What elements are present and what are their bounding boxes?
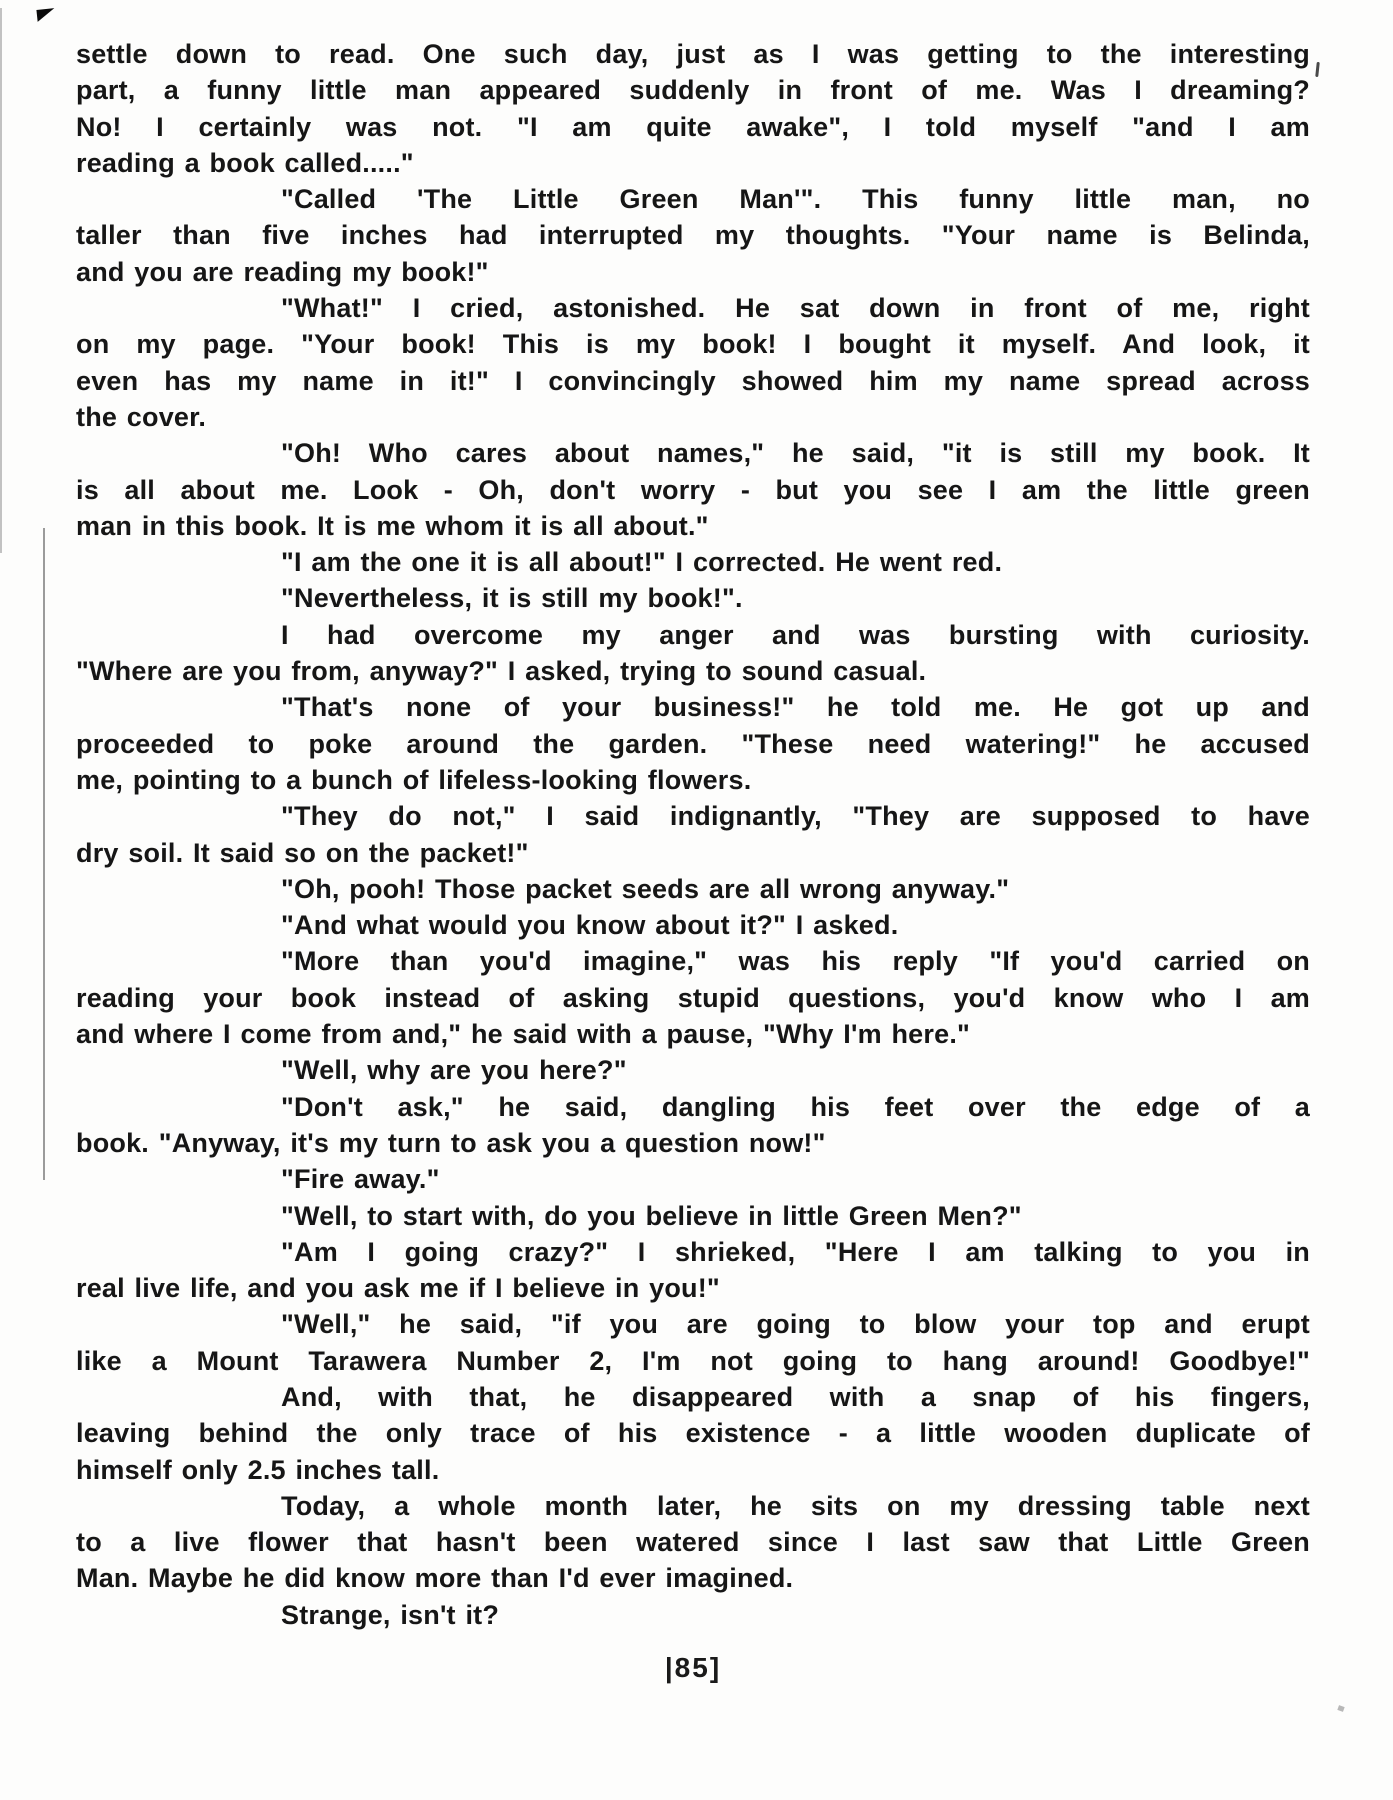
text-line: I had overcome my anger and was bursting with curiosity.: [281, 619, 1310, 650]
text-line: reading a book called.....": [76, 147, 414, 178]
text-line: "And what would you know about it?" I asked.: [281, 910, 899, 941]
paragraph: [76, 907, 1310, 943]
text-line: and you are reading my book!": [76, 256, 489, 287]
paragraph: [76, 36, 1310, 181]
text-line: dry soil. It said so on the packet!": [76, 837, 529, 868]
paragraph: [76, 181, 1310, 290]
text-line: "Fire away.": [281, 1164, 440, 1195]
paragraph: [76, 544, 1310, 580]
text-line: And, with that, he disappeared with a snap of his fingers,: [281, 1381, 1310, 1412]
text-line: himself only 2.5 inches tall.: [76, 1454, 440, 1485]
text-line: taller than five inches had interrupted my thoughts. "Your name is Belinda,: [76, 220, 1310, 251]
text-line: "More than you'd imagine," was his reply "If you'd carried on: [281, 946, 1310, 977]
text-line: "Am I going crazy?" I shrieked, "Here I am talking to you in: [281, 1236, 1310, 1267]
scan-noise-tick: [1315, 62, 1320, 77]
paragraph: [76, 580, 1310, 616]
paragraph: [76, 617, 1310, 690]
text-line: real live life, and you ask me if I believe in you!": [76, 1273, 720, 1304]
text-line: "Nevertheless, it is still my book!".: [281, 583, 743, 614]
text-line: "Where are you from, anyway?" I asked, trying to sound casual.: [76, 656, 927, 687]
paragraph: [76, 1306, 1310, 1379]
text-line: Man. Maybe he did know more than I'd ever imagined.: [76, 1563, 794, 1594]
text-line: "Called 'The Little Green Man'". This funny little man, no: [281, 184, 1310, 215]
text-line: the cover.: [76, 401, 207, 432]
paragraph: [76, 871, 1310, 907]
text-block: [76, 36, 1310, 1633]
text-line: proceeded to poke around the garden. "These need watering!" he accused: [76, 728, 1310, 759]
text-line: "Well, why are you here?": [281, 1055, 627, 1086]
text-line: man in this book. It is me whom it is all about.": [76, 510, 709, 541]
text-line: Today, a whole month later, he sits on my dressing table next: [281, 1490, 1310, 1521]
text-line: "Well," he said, "if you are going to blow your top and erupt: [281, 1309, 1310, 1340]
paragraph: [76, 1198, 1310, 1234]
text-line: "I am the one it is all about!" I corrected. He went red.: [281, 547, 1003, 578]
page-number: |85]: [664, 1652, 722, 1683]
paragraph: [76, 943, 1310, 1052]
text-line: reading your book instead of asking stupid questions, you'd know who I am: [76, 982, 1310, 1013]
text-line: "That's none of your business!" he told me. He got up and: [281, 692, 1310, 723]
paragraph: [76, 689, 1310, 798]
text-line: No! I certainly was not. "I am quite awake", I told myself "and I am: [76, 111, 1310, 142]
text-line: "Oh, pooh! Those packet seeds are all wrong anyway.": [281, 873, 1010, 904]
scan-noise-tick: [1337, 1705, 1344, 1712]
paragraph: [76, 435, 1310, 544]
text-line: "Well, to start with, do you believe in little Green Men?": [281, 1200, 1022, 1231]
paragraph: [76, 1597, 1310, 1633]
text-line: Strange, isn't it?: [281, 1599, 500, 1630]
text-line: "Don't ask," he said, dangling his feet over the edge of a: [281, 1091, 1310, 1122]
corner-wedge-icon: [36, 8, 55, 22]
text-line: book. "Anyway, it's my turn to ask you a question now!": [76, 1127, 826, 1158]
text-line: even has my name in it!" I convincingly showed him my name spread across: [76, 365, 1310, 396]
paragraph: [76, 1052, 1310, 1088]
paragraph: [76, 1488, 1310, 1597]
text-line: on my page. "Your book! This is my book! I bought it myself. And look, it: [76, 329, 1310, 360]
paragraph: [76, 1161, 1310, 1197]
text-line: "They do not," I said indignantly, "They are supposed to have: [281, 801, 1310, 832]
text-line: like a Mount Tarawera Number 2, I'm not going to hang around! Goodbye!": [76, 1345, 1310, 1376]
text-line: leaving behind the only trace of his existence - a little wooden duplicate of: [76, 1418, 1310, 1449]
text-line: to a live flower that hasn't been watered since I last saw that Little Green: [76, 1527, 1310, 1558]
scan-fold-line: [43, 528, 45, 1180]
text-line: me, pointing to a bunch of lifeless-looking flowers.: [76, 764, 752, 795]
text-line: "Oh! Who cares about names," he said, "it is still my book. It: [281, 438, 1310, 469]
text-line: is all about me. Look - Oh, don't worry - but you see I am the little green: [76, 474, 1310, 505]
text-line: settle down to read. One such day, just as I was getting to the interesting: [76, 39, 1310, 69]
paragraph: [76, 290, 1310, 435]
text-line: "What!" I cried, astonished. He sat down in front of me, right: [281, 293, 1310, 324]
paragraph: [76, 1089, 1310, 1162]
paragraph: [76, 1379, 1310, 1488]
paragraph: [76, 1234, 1310, 1307]
text-line: part, a funny little man appeared suddenly in front of me. Was I dreaming?: [76, 75, 1310, 106]
scan-edge-line: [0, 8, 2, 553]
paragraph: [76, 798, 1310, 871]
text-line: and where I come from and," he said with a pause, "Why I'm here.": [76, 1019, 971, 1050]
